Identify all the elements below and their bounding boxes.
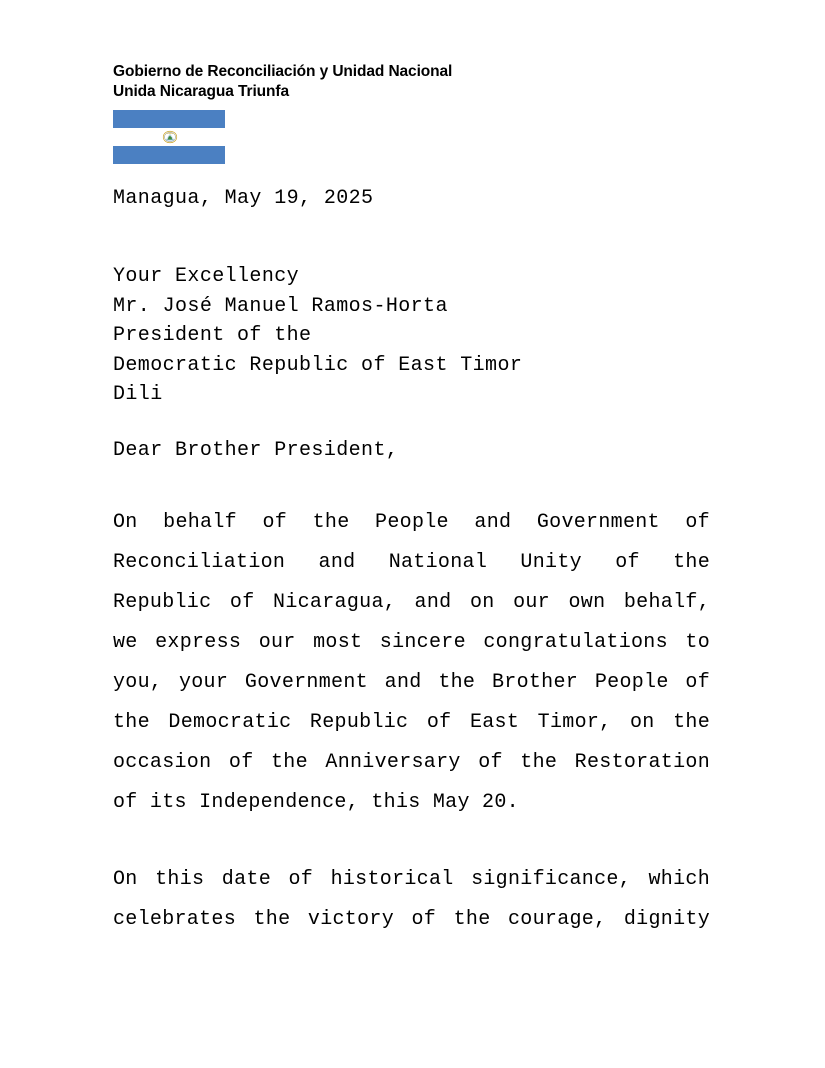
flag-stripe-bottom bbox=[113, 146, 225, 164]
paragraph-line: On behalf of the People and Government of bbox=[113, 510, 710, 534]
letterhead-line-1: Gobierno de Reconciliación y Unidad Nacional bbox=[113, 63, 453, 80]
paragraph-line: you, your Government and the Brother People of bbox=[113, 670, 710, 694]
paragraph-line: Republic of Nicaragua, and on our own behalf, bbox=[113, 590, 710, 614]
letter-body bbox=[113, 184, 710, 940]
address-line: President of the bbox=[113, 324, 312, 347]
date-line: Managua, May 19, 2025 bbox=[113, 187, 374, 210]
address-line: Democratic Republic of East Timor bbox=[113, 353, 523, 377]
coat-of-arms-icon bbox=[162, 129, 178, 145]
paragraph-line: Reconciliation and National Unity of the bbox=[113, 550, 710, 574]
paragraph-line: of its Independence, this May 20. bbox=[113, 790, 519, 814]
nicaragua-flag-icon bbox=[113, 110, 225, 164]
paragraph-line: On this date of historical significance, which bbox=[113, 867, 710, 891]
paragraph-2 bbox=[113, 860, 710, 940]
address-line: Mr. José Manuel Ramos-Horta bbox=[113, 294, 448, 318]
paragraph-line: celebrates the victory of the courage, dignity bbox=[113, 907, 710, 931]
address-line: Dili bbox=[113, 383, 163, 406]
salutation: Dear Brother President, bbox=[113, 438, 399, 462]
address-block bbox=[113, 262, 710, 410]
address-line: Your Excellency bbox=[113, 265, 300, 288]
letterhead bbox=[113, 62, 753, 102]
letterhead-line-2: Unida Nicaragua Triunfa bbox=[113, 83, 289, 100]
paragraph-line: the Democratic Republic of East Timor, on the bbox=[113, 710, 710, 734]
paragraph-line: occasion of the Anniversary of the Restoration bbox=[113, 750, 710, 774]
flag-stripe-top bbox=[113, 110, 225, 128]
paragraph-1 bbox=[113, 503, 710, 823]
paragraph-line: we express our most sincere congratulations to bbox=[113, 630, 710, 654]
